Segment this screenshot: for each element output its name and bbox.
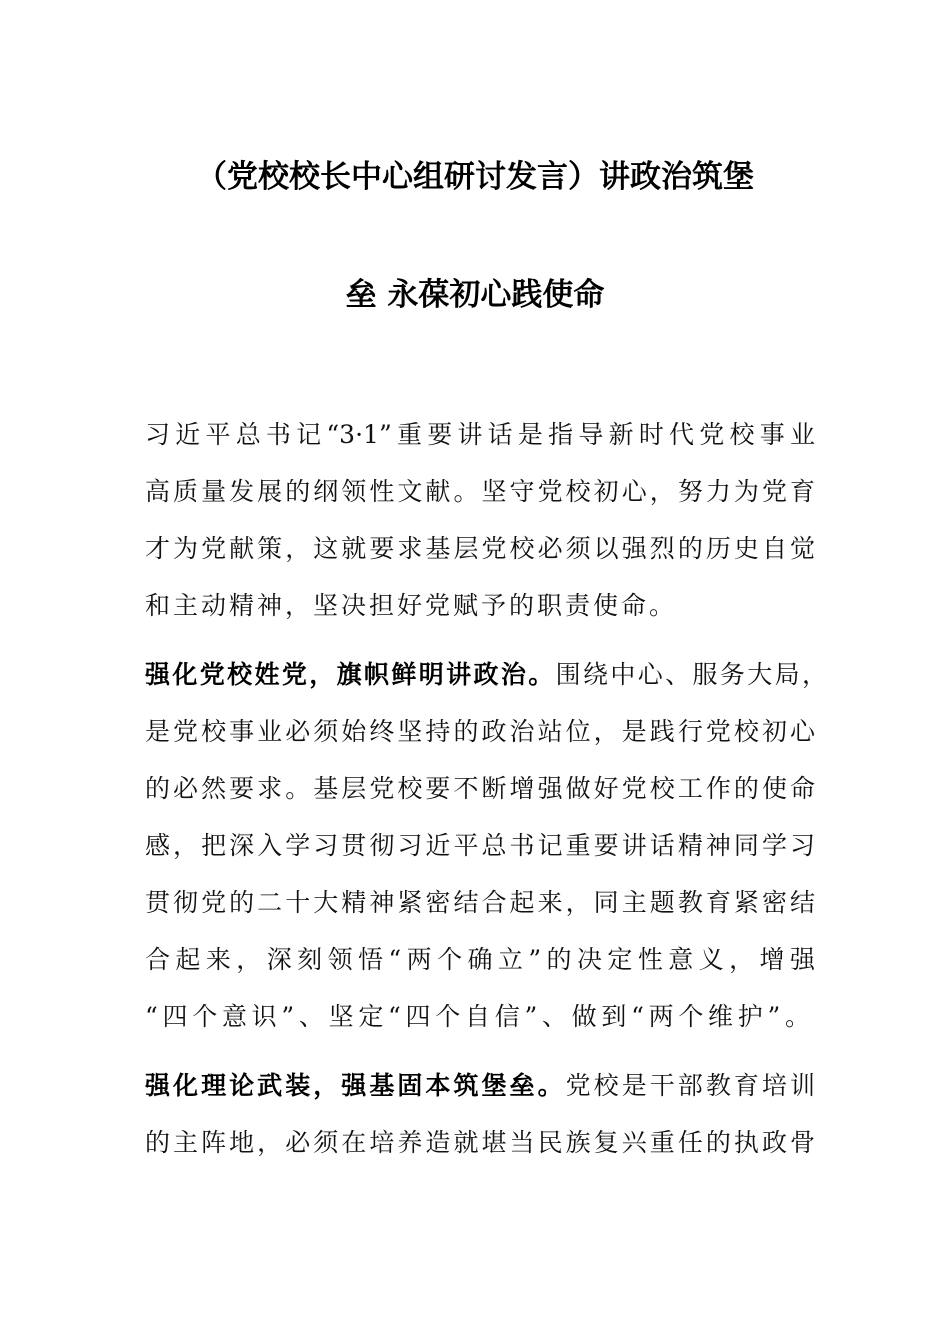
paragraph-2-line-5: 贯彻党的二十大精神紧密结合起来，同主题教育紧密结 — [145, 888, 815, 917]
paragraph-2-text: 围绕中心、服务大局， — [555, 660, 827, 689]
paragraph-3-text: 党校是干部教育培训 — [565, 1071, 815, 1100]
paragraph-2-line-3: 的必然要求。基层党校要不断增强做好党校工作的使命 — [145, 774, 815, 803]
paragraph-2-heading: 强化党校姓党，旗帜鲜明讲政治。 — [145, 660, 556, 689]
paragraph-1-line-4: 和主动精神，坚决担好党赋予的职责使命。 — [145, 591, 678, 620]
paragraph-1-line-2: 高质量发展的纲领性文献。坚守党校初心，努力为党育 — [145, 477, 815, 506]
paragraph-1-line-1: 习近平总书记“3·1”重要讲话是指导新时代党校事业 — [145, 420, 815, 449]
document-title-line-2: 垒 永葆初心践使命 — [345, 277, 605, 313]
paragraph-2-line-2: 是党校事业必须始终坚持的政治站位，是践行党校初心 — [145, 717, 815, 746]
paragraph-3-line-1 — [145, 1068, 815, 1104]
paragraph-3-line-2: 的主阵地，必须在培养造就堪当民族复兴重任的执政骨 — [145, 1128, 815, 1157]
paragraph-2-line-4: 感，把深入学习贯彻习近平总书记重要讲话精神同学习 — [145, 831, 815, 860]
document-title-line-1: （党校校长中心组研讨发言）讲政治筑堡 — [196, 159, 754, 195]
paragraph-2-line-7: “四个意识”、坚定“四个自信”、做到“两个维护”。 — [145, 1002, 810, 1031]
paragraph-1-line-3: 才为党献策，这就要求基层党校必须以强烈的历史自觉 — [145, 534, 815, 563]
paragraph-2-line-1 — [145, 657, 827, 693]
paragraph-2-line-6: 合起来，深刻领悟“两个确立”的决定性意义，增强 — [145, 945, 815, 974]
paragraph-3-heading: 强化理论武装，强基固本筑堡垒。 — [145, 1071, 566, 1100]
